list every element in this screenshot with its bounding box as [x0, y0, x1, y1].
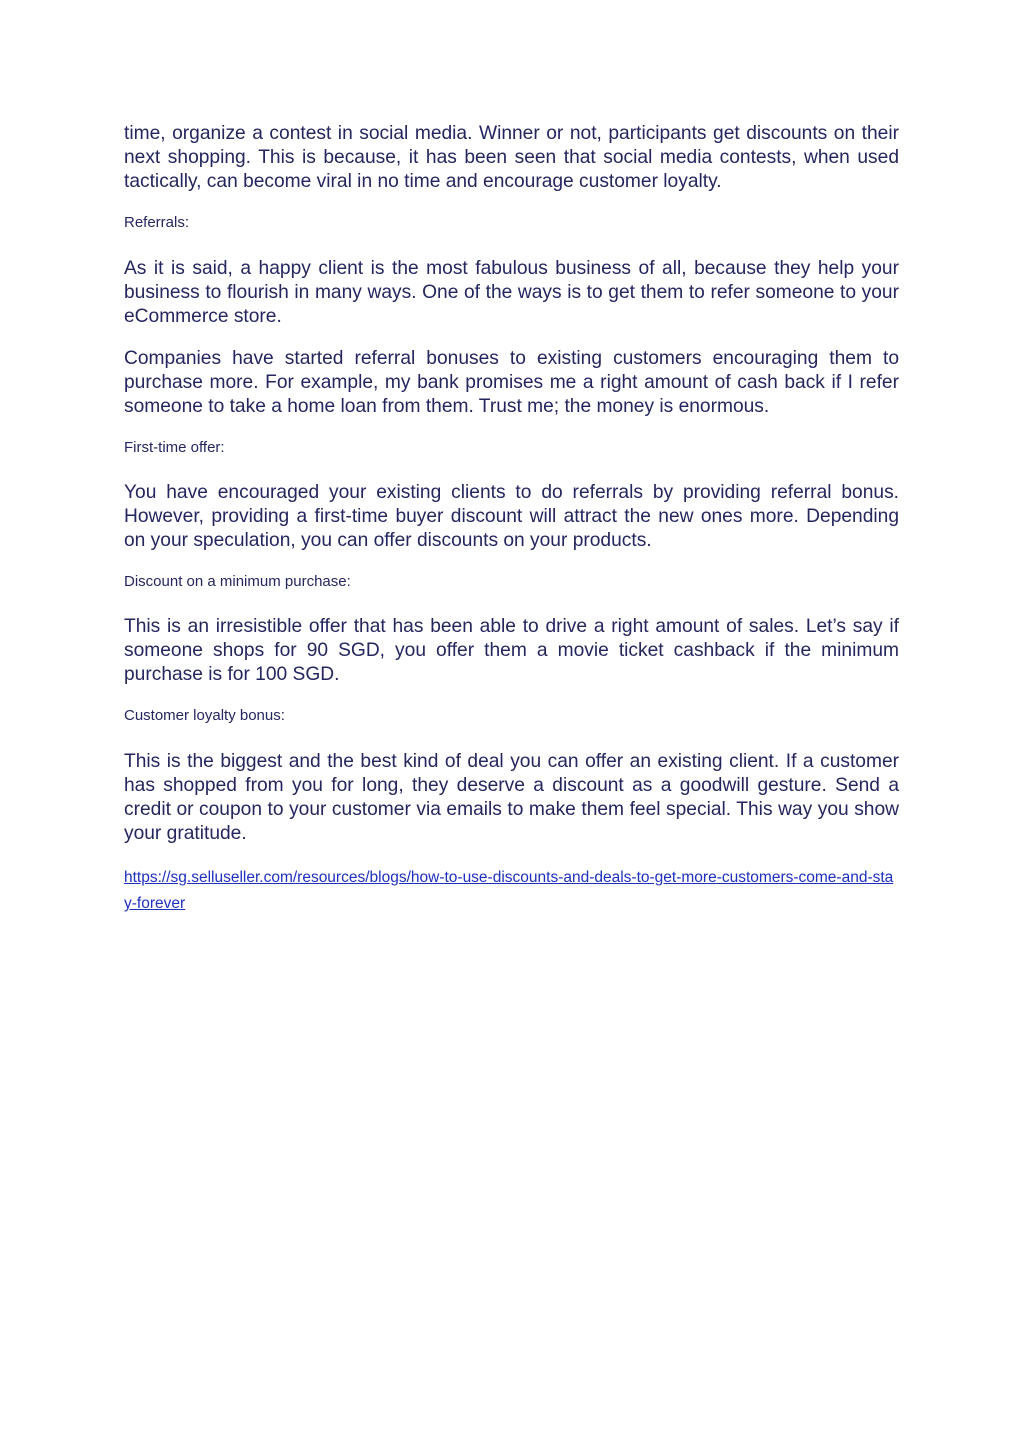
section-heading-referrals: Referrals:: [124, 214, 190, 231]
intro-paragraph: time, organize a contest in social media. Winner or not, participants get discounts on their next shopping. This is because, it has been seen that social media contests, when used tactically, can become viral in no time and encourage customer loyalty.: [124, 123, 899, 192]
section-heading-first-time-offer: First-time offer:: [124, 439, 225, 456]
loyalty-bonus-paragraph: This is the biggest and the best kind of deal you can offer an existing client. If a customer has shopped from you for long, they deserve a discount as a goodwill gesture. Send a credit or coupon to your customer via emails to make them feel special. This way you show your gratitude.: [124, 751, 899, 844]
minimum-purchase-paragraph: This is an irresistible offer that has been able to drive a right amount of sales. Let’s say if someone shops for 90 SGD, you offer them a movie ticket cashback if the minimum purchase is for 100 SGD.: [124, 616, 899, 685]
referrals-paragraph-2: Companies have started referral bonuses to existing customers encouraging them to purchase more. For example, my bank promises me a right amount of cash back if I refer someone to take a home loan from them. Trust me; the money is enormous.: [124, 348, 899, 417]
source-link[interactable]: https://sg.selluseller.com/resources/blogs/how-to-use-discounts-and-deals-to-get-more-customers-come-and-stay-forever: [124, 869, 894, 912]
first-time-offer-paragraph: You have encouraged your existing clients to do referrals by providing referral bonus. However, providing a first-time buyer discount will attract the new ones more. Depending on your speculation, you can offer discounts on your products.: [124, 482, 899, 551]
section-heading-loyalty-bonus: Customer loyalty bonus:: [124, 707, 285, 724]
referrals-paragraph-1: As it is said, a happy client is the most fabulous business of all, because they help your business to flourish in many ways. One of the ways is to get them to refer someone to your eCommerce store.: [124, 258, 899, 327]
document-content: [124, 122, 899, 917]
section-heading-minimum-purchase: Discount on a minimum purchase:: [124, 573, 351, 590]
